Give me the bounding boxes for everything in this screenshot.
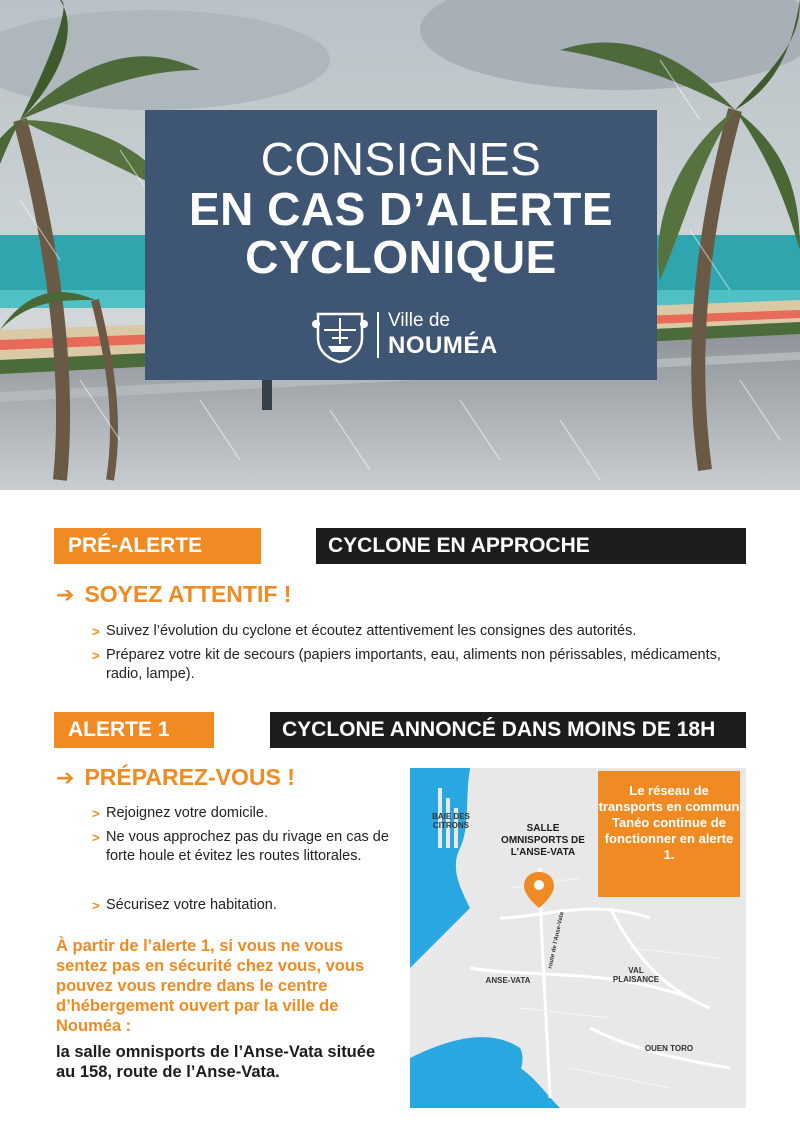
chevron-right-icon: > — [92, 648, 100, 663]
arrow-right-icon: ➔ — [56, 582, 75, 607]
map-label-ouen-toro: OUEN TORO — [644, 1044, 694, 1053]
alerte1-tag: ALERTE 1 — [54, 712, 214, 748]
map-label-salle: SALLE OMNISPORTS DE L’ANSE-VATA — [501, 823, 585, 858]
pre-alerte-heading-text: SOYEZ ATTENTIF ! — [84, 581, 292, 607]
alerte1-heading — [56, 764, 295, 791]
pre-alerte-bar — [54, 528, 746, 564]
pre-alerte-heading — [56, 581, 291, 608]
title-panel — [145, 110, 657, 380]
arrow-right-icon: ➔ — [56, 765, 75, 790]
alerte1-bar — [54, 712, 746, 748]
map-label-baie-des-citrons: BAIE DES CITRONS — [432, 812, 470, 830]
logo-text-noumea: NOUMÉA — [388, 332, 498, 359]
pre-alerte-bullet-2: > Préparez votre kit de secours (papiers importants, eau, aliments non périssables, médicaments, radio, lampe). — [92, 647, 721, 682]
alerte1-bullet-1: > Rejoignez votre domicile. — [92, 805, 268, 821]
alerte1-bullet-2: > Ne vous approchez pas du rivage en cas de forte houle et évitez les routes littorales. — [92, 829, 389, 864]
pre-alerte-title: CYCLONE EN APPROCHE — [316, 528, 746, 564]
map-label-val-plaisance: VAL PLAISANCE — [612, 966, 660, 984]
map-label-anse-vata: ANSE-VATA — [485, 976, 531, 985]
title-line-1: CONSIGNES — [260, 133, 542, 185]
title-line-2: EN CAS D’ALERTE — [188, 183, 614, 235]
chevron-right-icon: > — [92, 806, 100, 821]
city-logo — [310, 308, 500, 364]
hero-illustration — [0, 0, 800, 490]
logo-divider — [377, 312, 379, 358]
pre-alerte-tag: PRÉ-ALERTE — [54, 528, 261, 564]
alerte1-bullet-3: > Sécurisez votre habitation. — [92, 897, 277, 913]
city-crest-icon — [310, 308, 370, 364]
chevron-right-icon: > — [92, 830, 100, 845]
shelter-paragraph: À partir de l’alerte 1, si vous ne vous sentez pas en sécurité chez vous, vous pouvez vous rendre dans le centre d’hébergement ouvert par la ville de Nouméa : — [56, 937, 365, 1035]
map-label-route: route de l’Anse-Vata — [547, 911, 566, 970]
alerte1-heading-text: PRÉPAREZ-VOUS ! — [84, 764, 295, 790]
alerte1-title: CYCLONE ANNONCÉ DANS MOINS DE 18H — [270, 712, 746, 748]
logo-text-ville: Ville de — [388, 310, 450, 331]
title-line-3: CYCLONIQUE — [245, 231, 557, 283]
transport-info-box: Le réseau de transports en commun Tanéo continue de fonctionner en alerte 1. — [598, 771, 740, 897]
location-map — [410, 768, 746, 1108]
pre-alerte-bullet-1: > Suivez l’évolution du cyclone et écoutez attentivement les consignes des autorités. — [92, 623, 637, 639]
chevron-right-icon: > — [92, 624, 100, 639]
chevron-right-icon: > — [92, 898, 100, 913]
shelter-address: la salle omnisports de l’Anse-Vata située au 158, route de l’Anse-Vata. — [56, 1043, 376, 1081]
